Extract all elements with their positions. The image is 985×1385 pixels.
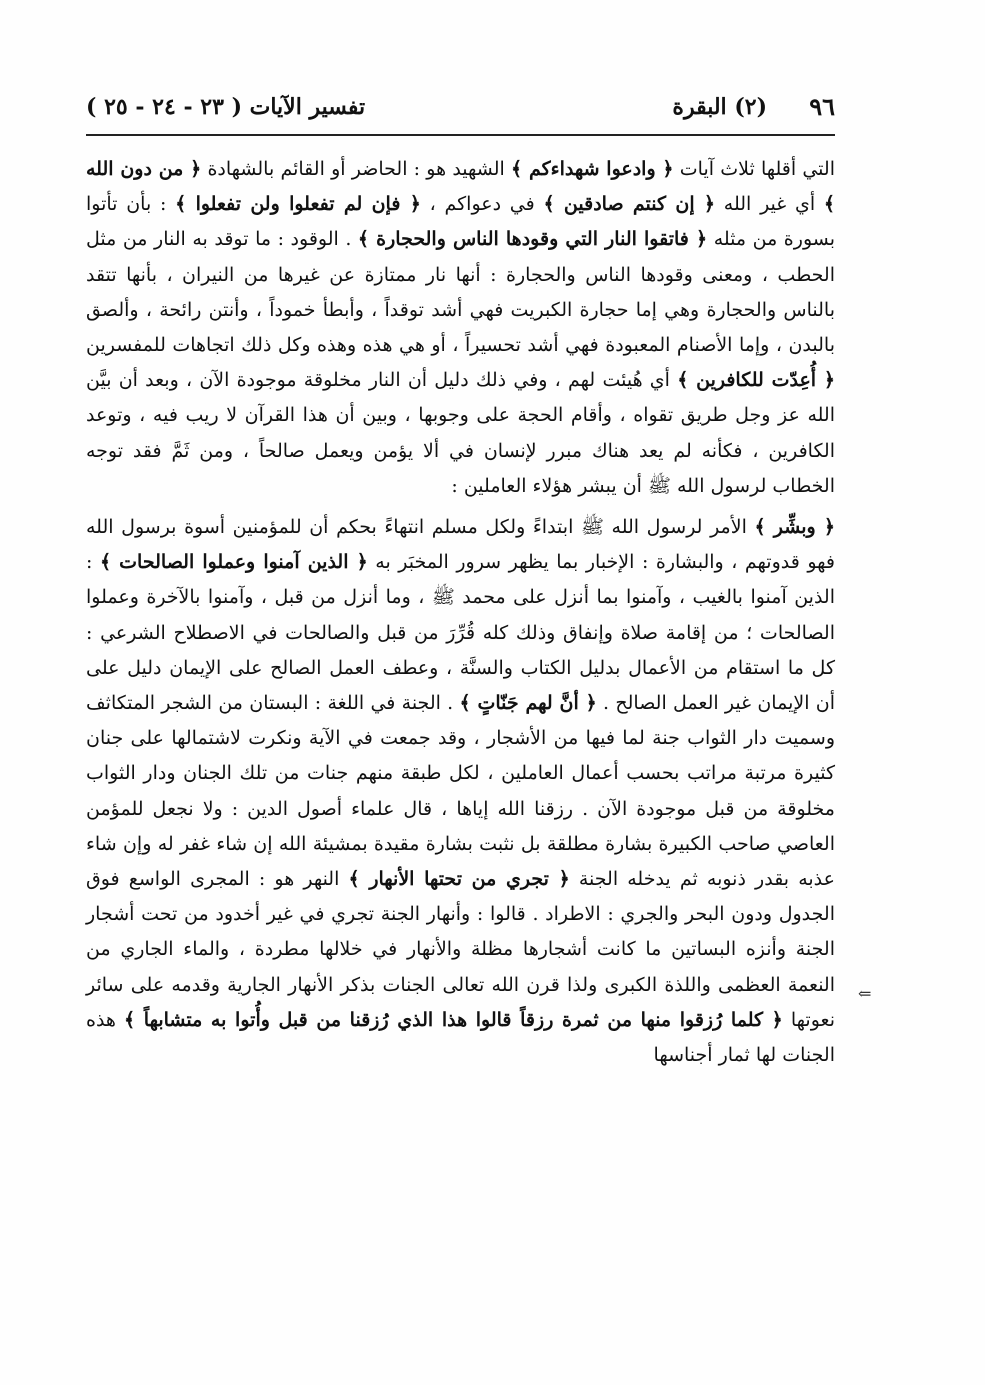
paragraph: [86, 152, 835, 504]
quran-quote: ﴿ كلما رُزقوا منها من ثمرة رزقاً قالوا هذا الذي رُزقنا من قبل وأُتوا به متشابهاً ﴾: [124, 1008, 783, 1031]
quran-quote: ﴿ وادعوا شهداءكم ﴾: [511, 158, 674, 180]
quran-quote: ﴿ من دون الله ﴾: [86, 158, 835, 216]
quran-quote: ﴿ الذين آمنوا وعملوا الصالحات ﴾: [99, 551, 368, 574]
commentary-text: الأمر لرسول الله ﷺ ابتداءً ولكل مسلم انتهاءً بحكم أن للمؤمنين أسوة برسول الله فهو قدوتهم ، والبشارة : الإخبار بما يظهر سرور المخبَر به: [86, 516, 836, 574]
commentary-text: في دعواكم ،: [420, 193, 544, 216]
paragraph: [86, 510, 835, 1073]
quran-quote: ﴿ إن كنتم صادقين ﴾: [543, 193, 716, 216]
header-divider: [86, 134, 835, 136]
commentary-text: الشهيد هو : الحاضر أو القائم بالشهادة: [201, 158, 512, 180]
quran-quote: ﴿ أنَّ لهم جَنّاتٍ ﴾: [459, 692, 597, 715]
commentary-text: . الجنة في اللغة : البستان من الشجر المتكاثف وسميت دار الثواب جنة لما فيها من الأشجار ، وقد جمعت في الآية ونكرت لاشتمالها على جنان كثيرة مرتبة مراتب بحسب أعمال العاملين ، لكل طبقة منهم جنات من تلك الجنان ودار الثواب مخلوقة من قبل موجودة الآن . رزقنا الله إياها ، قال علماء أصول الدين : ولا نجعل للمؤمن العاصي صاحب الكبيرة بشارة مطلقة بل نثبت بشارة مقيدة بمشيئة الله إن شاء غفر له وإن شاء عذبه بقدر ذنوبه ثم يدخله الجنة: [86, 692, 835, 891]
margin-arrow-icon: ⇐: [858, 984, 872, 1003]
quran-quote: ﴿ تجري من تحتها الأنهار ﴾: [348, 868, 570, 891]
page-number: ٩٦: [809, 92, 835, 121]
commentary-text: أي هُيئت لهم ، وفي ذلك دليل أن النار مخلوقة موجودة الآن ، وبعد أن بيَّن الله عز وجل طريق تقواه ، وأقام الحجة على وجوبها ، وبين أن هذا القرآن لا ريب فيه ، وتوعد الكافرين ، فكأنه لم يعد هناك مبرر لإنسان في ألا يؤمن ويعمل صالحاً ، ومن ثَمَّ فقد توجه الخطاب لرسول الله ﷺ أن يبشر هؤلاء العاملين :: [86, 369, 835, 497]
commentary-text: النهر هو : المجرى الواسع فوق الجدول ودون البحر والجري : الاطراد . قالوا : وأنهار الجنة تجري في غير أخدود من تحت أشجار الجنة وأنزه البساتين ما كانت أشجارها مظلة والأنهار في خلالها مطردة ، والماء الجاري من النعمة العظمى واللذة الكبرى ولذا قرن الله تعالى الجنات بذكر الأنهار الجارية وقدمه على سائر نعوتها: [86, 868, 835, 1031]
quran-quote: ﴿ فاتقوا النار التي وقودها الناس والحجارة ﴾: [357, 228, 708, 251]
quran-quote: ﴿ فإن لم تفعلوا ولن تفعلوا ﴾: [175, 193, 421, 216]
commentary-text: أي غير الله: [715, 193, 824, 216]
commentary-text: التي أقلها ثلاث آيات: [673, 158, 835, 180]
quran-quote: ﴿ وبشِّر ﴾: [754, 516, 835, 539]
quran-quote: ﴿ أُعِدّت للكافرين ﴾: [677, 369, 835, 392]
page-body: [86, 152, 835, 1073]
section-title: تفسير الآيات ( ٢٣ - ٢٤ - ٢٥ ): [86, 94, 366, 120]
surah-name: (٢) البقرة: [672, 94, 767, 120]
commentary-text: هذه الجنات لها ثمار أجناسها: [86, 1008, 835, 1067]
commentary-text: : الذين آمنوا بالغيب ، وآمنوا بما أنزل على محمد ﷺ ، وما أنزل من قبل ، وآمنوا بالآخرة وعملوا الصالحات ؛ من إقامة صلاة وإنفاق وذلك كله قُرِّرَ من قبل والصالحات في الاصطلاح الشرعي : كل ما استقام من الأعمال بدليل الكتاب والسنَّة ، وعطف العمل الصالح على الإيمان دليل على أن الإيمان غير العمل الصالح .: [86, 551, 835, 715]
commentary-text: . الوقود : ما توقد به النار من مثل الحطب ، ومعنى وقودها الناس والحجارة : أنها نار ممتازة عن غيرها من النيران ، بأنها تتقد بالناس والحجارة وهي إما حجارة الكبريت فهي أشد توقداً ، وأبطأ خموداً ، وأنتن رائحة ، وألصق بالبدن ، وإما الأصنام المعبودة فهي أشد تحسيراً ، أو هي هذه وهذه وكل ذلك اتجاهات للمفسرين: [86, 228, 835, 357]
page-header: [86, 90, 835, 130]
commentary-text: : بأن تأتوا بسورة من مثله: [86, 193, 835, 251]
